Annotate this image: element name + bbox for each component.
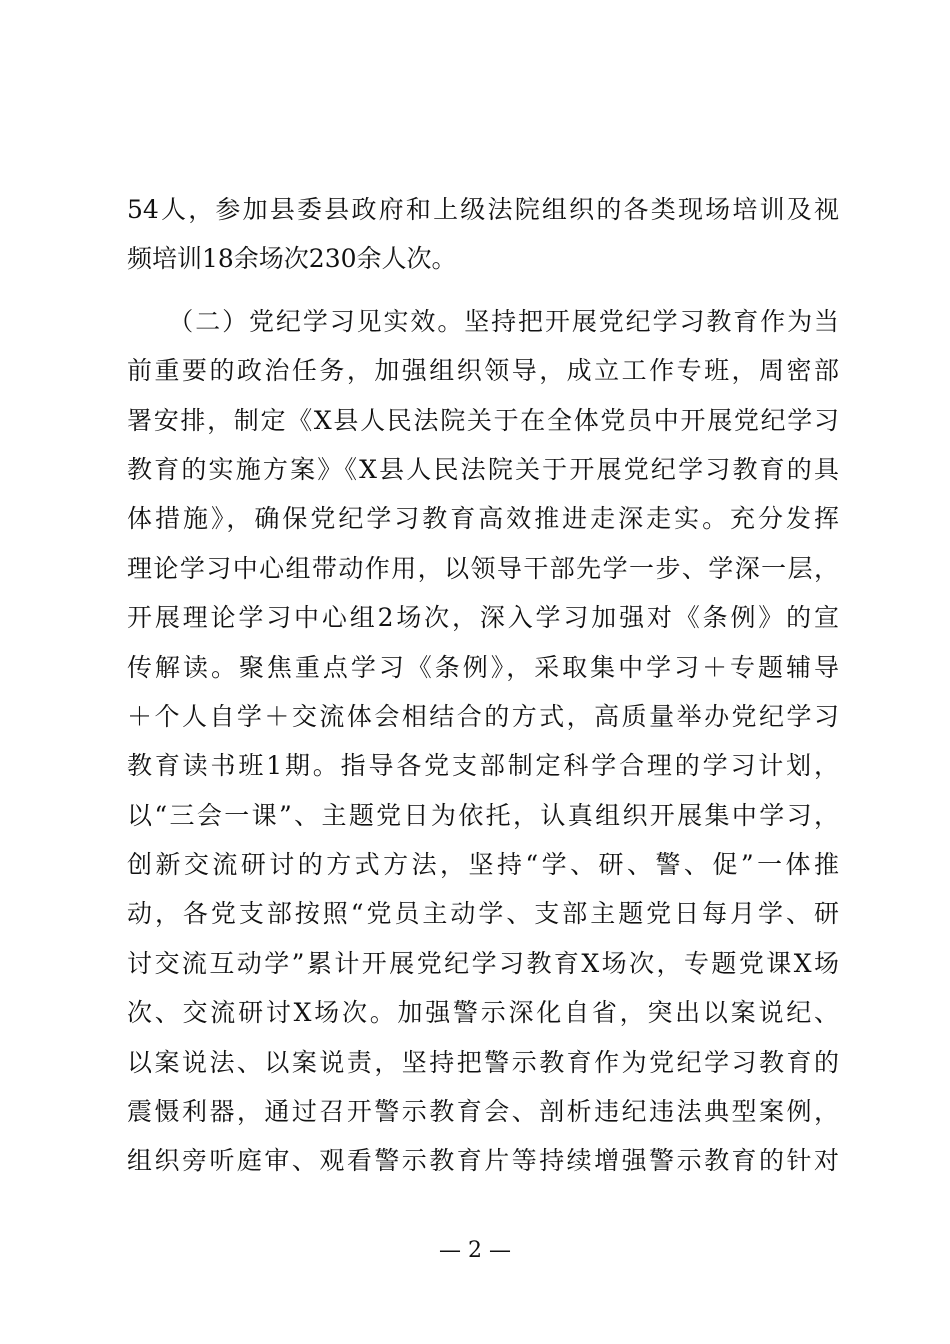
text-line: 署安排，制定《X县人民法院关于在全体党员中开展党纪学习 (127, 405, 839, 435)
text-line: 开展理论学习中心组2场次，深入学习加强对《条例》的宣 (127, 603, 839, 633)
text-line: 动，各党支部按照“党员主动学、支部主题党日每月学、研 (127, 899, 839, 929)
text-line: 传解读。聚焦重点学习《条例》，采取集中学习＋专题辅导 (127, 652, 839, 682)
body-text (127, 185, 839, 1186)
text-line: 体措施》，确保党纪学习教育高效推进走深走实。充分发挥 (127, 504, 839, 534)
text-line: 理论学习中心组带动作用，以领导干部先学一步、学深一层， (127, 553, 839, 583)
paragraph-1 (127, 185, 839, 284)
text-line: ＋个人自学＋交流体会相结合的方式，高质量举办党纪学习 (127, 701, 839, 731)
text-line: 讨交流互动学”累计开展党纪学习教育X场次，专题党课X场 (127, 948, 839, 978)
text-line: 以“三会一课”、主题党日为依托，认真组织开展集中学习， (127, 800, 839, 830)
text-line: 以案说法、以案说责，坚持把警示教育作为党纪学习教育的 (127, 1047, 839, 1077)
text-line: 教育的实施方案》《X县人民法院关于开展党纪学习教育的具 (127, 454, 839, 484)
text-line: 创新交流研讨的方式方法，坚持“学、研、警、促”一体推 (127, 850, 839, 880)
text-line: （二）党纪学习见实效。坚持把开展党纪学习教育作为当 (127, 306, 839, 336)
page-number: — 2 — (439, 1238, 511, 1263)
text-line: 震慑利器，通过召开警示教育会、剖析违纪违法典型案例， (127, 1097, 839, 1127)
text-line: 次、交流研讨X场次。加强警示深化自省，突出以案说纪、 (127, 998, 839, 1028)
text-line: 组织旁听庭审、观看警示教育片等持续增强警示教育的针对 (127, 1146, 839, 1176)
text-line: 教育读书班1期。指导各党支部制定科学合理的学习计划， (127, 751, 839, 781)
text-line: 54人，参加县委县政府和上级法院组织的各类现场培训及视 (127, 195, 839, 224)
text-line: 频培训18余场次230余人次。 (127, 244, 457, 274)
paragraph-2 (127, 297, 839, 1186)
text-line: 前重要的政治任务，加强组织领导，成立工作专班，周密部 (127, 356, 839, 386)
